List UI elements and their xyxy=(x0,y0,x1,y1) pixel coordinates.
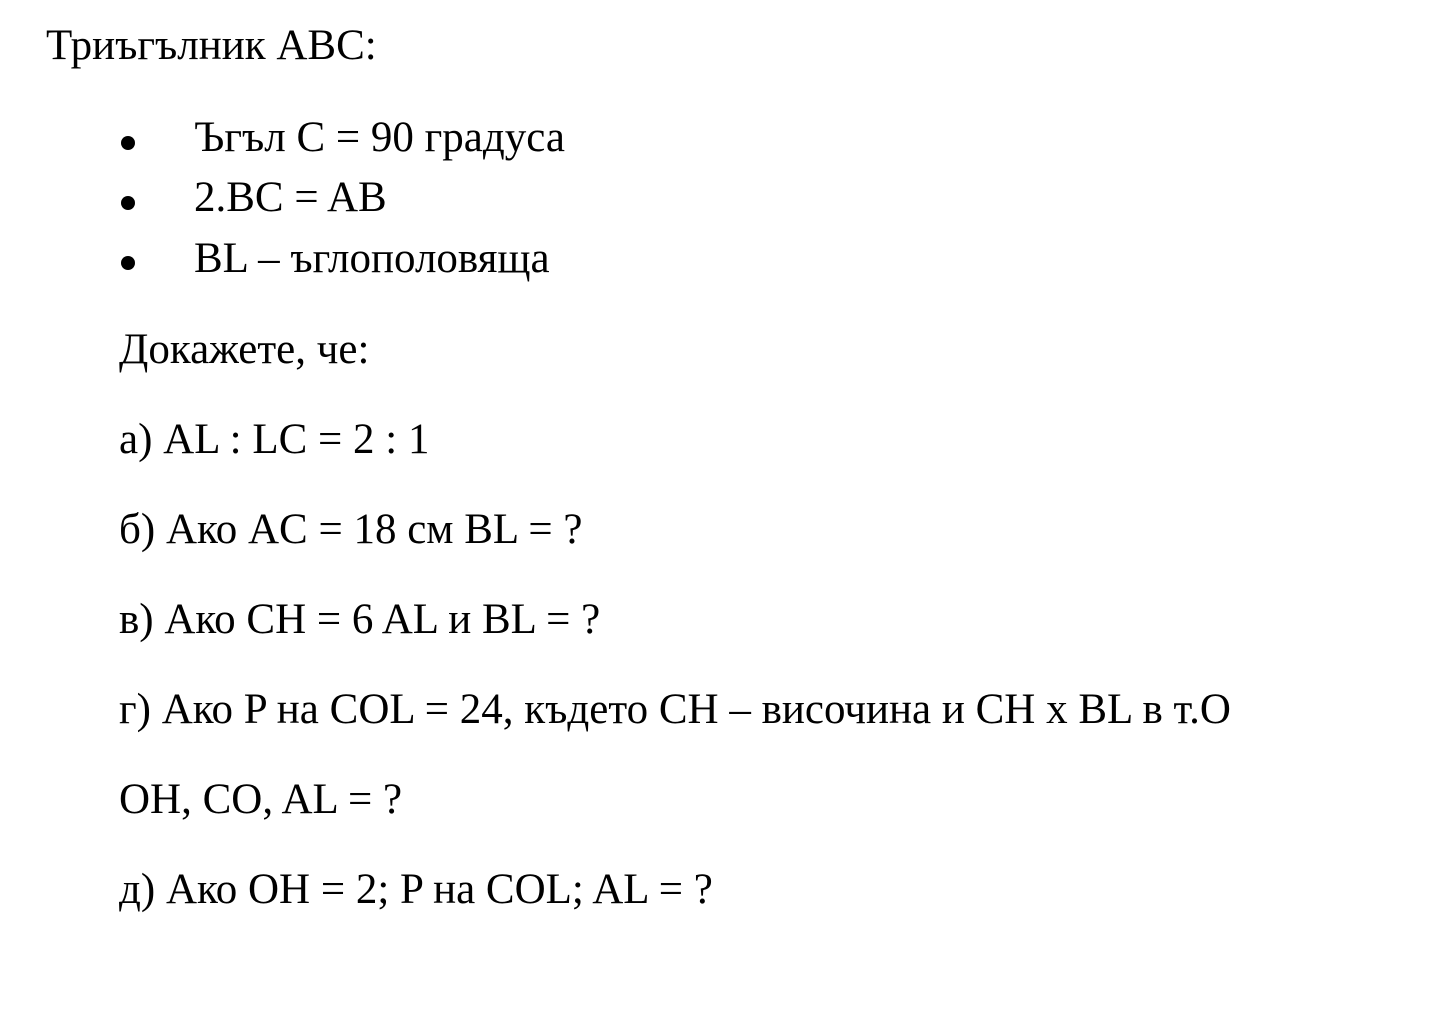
question-b: б) Ако AC = 18 см BL = ? xyxy=(119,506,583,553)
question-d-line-2: OH, CO, AL = ? xyxy=(119,776,403,823)
question-a: а) AL : LC = 2 : 1 xyxy=(119,416,430,463)
question-c: в) Ако CH = 6 AL и BL = ? xyxy=(119,596,601,643)
problem-title: Триъгълник ABC: xyxy=(46,22,377,69)
bullet-icon xyxy=(121,256,135,270)
question-d-line-1: г) Ако P на COL = 24, където CH – височина и CH x BL в т.О xyxy=(119,686,1231,733)
given-item-text: BL – ъглополовяща xyxy=(194,235,550,282)
prove-heading: Докажете, че: xyxy=(119,326,370,373)
given-item-text: 2.BC = AB xyxy=(194,174,387,221)
bullet-icon xyxy=(121,196,135,210)
question-e: д) Ако OH = 2; P на COL; AL = ? xyxy=(119,866,713,913)
given-item-text: Ъгъл C = 90 градуса xyxy=(194,114,565,161)
bullet-icon xyxy=(121,136,135,150)
